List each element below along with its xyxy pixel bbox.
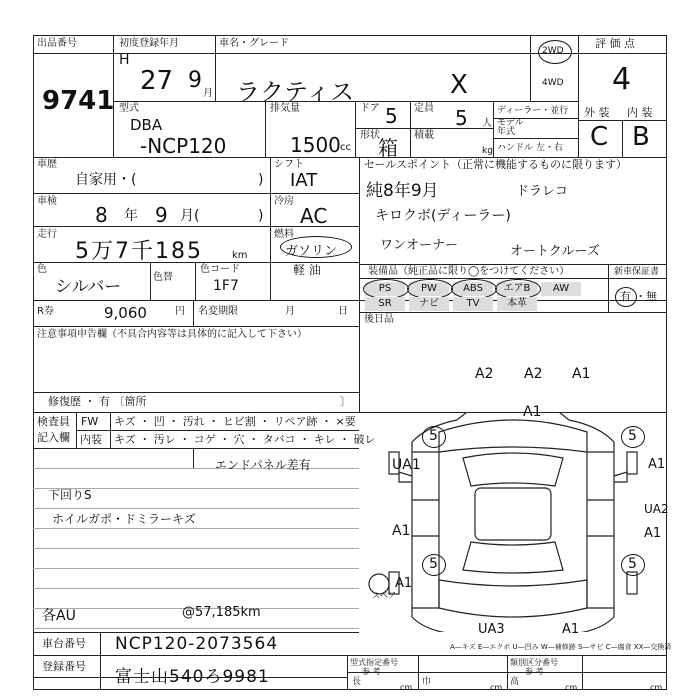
inspection-year: 8 [95,203,108,227]
car-rear-outline [439,580,587,617]
cm-unit-3: cm [565,683,578,692]
equipment-title: 装備品（純正品に限り◯をつけてください） [368,266,570,277]
drive-4wd: 4WD [542,78,564,88]
yen-unit: 円 [175,306,185,317]
doors: 5 [385,104,398,128]
width-label: 巾 [422,677,432,687]
sales-line2: キロクボ(ディーラー) [375,208,511,224]
model-label: 型式 [119,103,139,114]
declaration-label: 注意事項申告欄（不具合内容等は具体的に記入して下さい） [37,329,307,340]
history-value: 自家用・( [75,172,137,188]
class-label: 類別区分番号 [510,658,558,667]
interior-label: 内 装 [627,106,653,119]
ac-value: AC [300,204,328,228]
repair-label: 修復歴 ・ 有 〔箇所 [48,395,147,408]
mark-rear-bumper: UA3 [478,622,505,637]
displacement: 1500 [290,133,341,157]
spare-label: スペア [372,591,396,600]
recycle-label: R券 [37,306,54,317]
equipment-item: ナビ [409,297,449,311]
equipment-item: TV [453,297,493,311]
car-front-outline [439,420,587,452]
first-reg-label: 初度登録年月 [119,38,179,49]
mark-fender-right: 5 [628,428,637,444]
inspection-month: 9 [155,203,168,227]
score-label: 評 価 点 [595,37,635,50]
name-grade-label: 車名・グレード [219,38,289,49]
equipment-item: PS [365,282,405,296]
car-rear-window [463,542,563,573]
shift-value: IAT [290,170,318,191]
mark-rear-door-right: UA2 [644,502,669,516]
history-label: 車歴 [37,159,57,170]
form-spec-label: 型式指定番号 [350,658,398,667]
reg-era: H [119,52,130,68]
exterior-label: 外 装 [584,106,610,119]
mark-quarter-right: 5 [628,556,637,572]
capacity: 5 [455,106,468,130]
warranty-sep: ・ [635,290,646,303]
reg-label: 登録番号 [42,660,86,673]
hand-note-4: 各AU [42,608,76,624]
car-diagram [359,412,667,632]
cm-unit-4: cm [650,683,663,692]
exterior-grade: C [590,122,609,152]
chassis-no: NCP120-2073564 [115,634,279,654]
score: 4 [612,62,632,97]
repair-close: 〕 [340,395,351,408]
equipment-item: PW [409,282,449,296]
equipment-circle [451,279,497,299]
mark-front-right: A1 [572,366,591,382]
history-close: ) [258,172,264,188]
sales-title: セールスポイント（正常に機能するものに限ります） [364,158,628,171]
equipment-item: SR [365,297,405,311]
hand-note-3: ホイルガポ・ドミラーキズ [52,512,196,526]
doors-label: ドア [360,103,380,114]
damage-row1: キズ ・ 凹 ・ 汚れ ・ ヒビ割 ・ リペア跡 ・ ×要 [114,415,356,428]
interior-grade: B [632,122,650,152]
load-label: 積載 [414,130,434,141]
car-right-side [587,452,614,608]
displacement-label: 排気量 [270,103,300,114]
drive-2wd: 2WD [542,46,564,56]
fuel-value: ガソリン [285,244,338,259]
inspection-close: ) [258,208,264,224]
lot-no-label: 出品番号 [37,38,77,49]
equipment-item: ABS [453,282,493,296]
warranty-title: 新車保証書 [614,267,660,277]
fuel-label: 燃料 [274,229,294,240]
car-left-side [412,452,439,608]
mark-rear-left: A1 [395,576,413,591]
handle-label: ハンドル 左・右 [497,143,563,153]
equipment-circle [407,279,453,299]
mark-fender-left: 5 [429,428,438,444]
sales-line3a: ワンオーナー [380,238,459,253]
cm-unit-2: cm [490,683,503,692]
chassis-label: 車台番号 [42,637,86,650]
fw-label: FW [81,415,99,428]
inspector-label: 検査員 [37,415,70,428]
interior-label: 内装 [80,433,102,446]
sales-line3b: オートクルーズ [510,244,600,259]
shape: 箱 [378,136,398,160]
shift-label: シフト [274,159,304,170]
dealer-label: ディーラー・並行 [497,106,569,116]
equipment-item: AW [541,282,581,296]
warranty-no: 無 [646,290,657,303]
color-change-label: 色替 [153,272,173,283]
cm-unit-1: cm [400,683,413,692]
equipment-item: 本革 [497,297,537,311]
color-label: 色 [37,264,47,275]
mark-rear-door-right-2: A1 [644,526,662,541]
grade: X [450,70,468,100]
legend: A—キズ E—エクボ U—凹み W—補修跡 S—サビ C—腐食 XX—交換済 [450,643,672,651]
model-prefix: DBA [130,116,163,134]
year-unit: 年 [124,208,138,224]
reg-year: 27 [140,66,174,96]
mark-front-left: A2 [475,366,494,382]
person-unit: 人 [482,118,492,129]
damage-row2: キズ ・ 汚レ ・ コゲ ・ 穴 ・ タバコ ・ キレ ・ 破レ [114,433,376,446]
reg-no: 富士山540ろ9981 [115,667,270,687]
name-change-month: 月 [285,306,295,317]
color-value: シルバー [55,277,122,297]
equipment-item: エアB [497,282,537,296]
mark-door-right: A1 [648,457,666,472]
model-year-label: モデル 年式 [497,118,524,137]
car-windshield [463,453,563,486]
fuel-circle [280,236,352,258]
ac-label: 冷房 [274,196,294,207]
car-body-outline [412,412,614,632]
model: -NCP120 [140,134,227,158]
shape-label: 形状 [360,130,380,141]
length-label: 長 [352,677,362,687]
height-label: 高 [510,677,520,687]
entry-label: 記入欄 [37,431,70,444]
sales-line1b: ドラレコ [516,184,569,199]
cc-unit: cc [340,142,351,153]
name-change-day: 日 [338,306,348,317]
mark-quarter-left: 5 [429,556,438,572]
hand-note-2: 下回りS [48,488,92,502]
mark-door-left: UA1 [392,457,421,473]
car-name: ラクティス [236,78,355,106]
reg-month: 9 [188,68,202,93]
mileage: 5万7千185 [75,239,203,264]
warranty-yes: 有 [620,290,631,303]
equipment-circle [363,279,409,299]
inspection-label: 車検 [37,196,57,207]
mark-rear-door-left: A1 [392,523,411,539]
mark-rear-right: A1 [562,622,580,637]
mark-hood: A1 [523,404,542,420]
mark-front-center: A2 [524,366,543,382]
hand-note-5: @57,185km [182,605,261,620]
fuel-alt: 軽 油 [293,263,321,277]
hand-note-1: エンドパネル差有 [215,458,311,472]
sales-line1a: 純8年9月 [366,181,439,201]
capacity-label: 定員 [414,103,434,114]
car-roof [475,488,551,540]
km-unit: km [232,250,248,261]
recycle-value: 9,060 [104,304,147,322]
equipment-circle [495,279,541,299]
ref-label-2: 参 考 [525,667,544,676]
retrofit-label: 後日品 [364,314,394,325]
kg-unit: kg [482,146,493,156]
name-change-label: 名変期限 [198,306,238,317]
color-code-label: 色コード [200,264,240,275]
lot-no: 9741 [42,86,115,116]
month-unit: 月( [180,208,200,224]
mileage-label: 走行 [37,229,57,240]
color-code: 1F7 [213,278,239,294]
reg-month-unit: 月 [203,88,213,99]
ref-label-1: 参 考 [362,667,381,676]
